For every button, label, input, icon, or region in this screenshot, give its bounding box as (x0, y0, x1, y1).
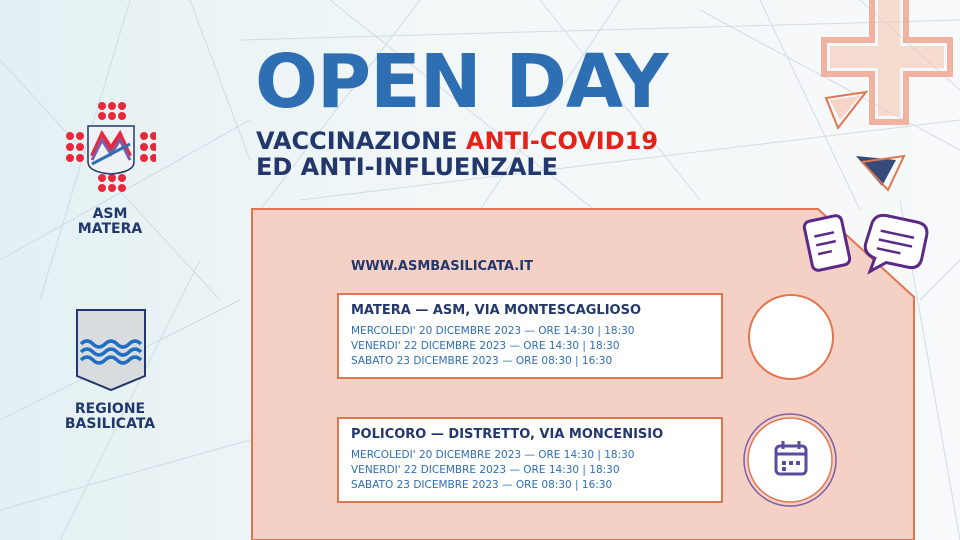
location-card-policoro (337, 417, 723, 503)
website-url[interactable]: WWW.ASMBASILICATA.IT (351, 259, 533, 274)
region-caption-line1: REGIONE (74, 401, 146, 417)
date-line: VENERDI' 22 DICEMBRE 2023 — ORE 14:30 | 18:30 (351, 340, 620, 352)
subtitle-line2: ED ANTI-INFLUENZALE (256, 153, 559, 181)
location-title: POLICORO — DISTRETTO, VIA MONCENISIO (351, 427, 664, 442)
asm-caption-line2: MATERA (77, 221, 143, 237)
date-line: SABATO 23 DICEMBRE 2023 — ORE 08:30 | 16:30 (351, 355, 613, 367)
date-line: VENERDI' 22 DICEMBRE 2023 — ORE 14:30 | 18:30 (351, 464, 620, 476)
asm-caption-line1: ASM (92, 206, 128, 222)
empty-badge-circle (748, 294, 834, 380)
calendar-badge (744, 414, 836, 506)
subtitle-highlight: ANTI-COVID19 (465, 127, 659, 155)
subtitle-prefix: VACCINAZIONE (256, 127, 466, 155)
region-caption-line2: BASILICATA (64, 416, 156, 432)
chat-icon (860, 213, 929, 282)
document-icon (803, 215, 851, 272)
date-line: MERCOLEDI' 20 DICEMBRE 2023 — ORE 14:30 | 18:30 (351, 325, 635, 337)
location-title: MATERA — ASM, VIA MONTESCAGLIOSO (351, 303, 642, 318)
date-line: SABATO 23 DICEMBRE 2023 — ORE 08:30 | 16:30 (351, 479, 613, 491)
page-title: OPEN DAY (255, 39, 668, 125)
date-line: MERCOLEDI' 20 DICEMBRE 2023 — ORE 14:30 | 18:30 (351, 449, 635, 461)
location-card-matera (337, 293, 723, 379)
